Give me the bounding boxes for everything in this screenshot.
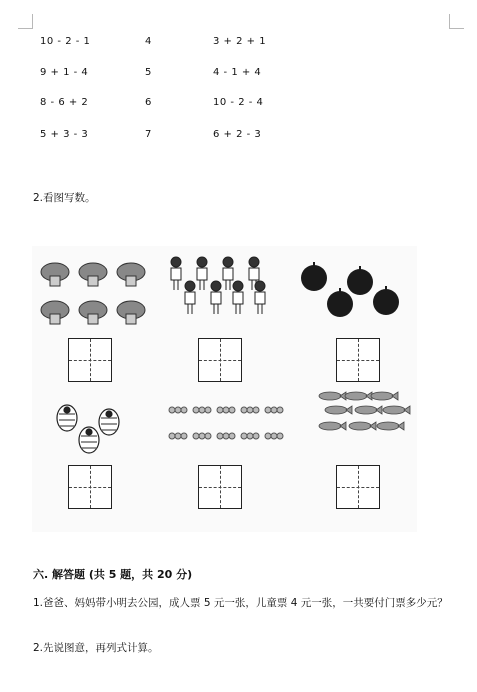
equation-left: 10 - 2 - 1 (40, 36, 91, 47)
answer-grid[interactable] (198, 338, 242, 382)
equation-right: 3 + 2 + 1 (213, 36, 267, 47)
question-text: 2.先说图意，再列式计算。 (33, 642, 159, 654)
equation-mid: 4 (145, 36, 152, 47)
answer-grid[interactable] (68, 338, 112, 382)
fish-icon (318, 392, 414, 450)
pig-icon (56, 404, 126, 460)
equation-left: 8 - 6 + 2 (40, 97, 89, 108)
children-icon (170, 256, 270, 328)
question-heading: 2.看图写数。 (33, 192, 96, 204)
equation-right: 10 - 2 - 4 (213, 97, 264, 108)
answer-grid[interactable] (336, 338, 380, 382)
mushroom-icon (40, 262, 150, 334)
equation-left: 9 + 1 - 4 (40, 67, 89, 78)
answer-grid[interactable] (336, 465, 380, 509)
section-title: 六. 解答题 (共 5 题，共 20 分) (33, 568, 193, 581)
equation-right: 4 - 1 + 4 (213, 67, 262, 78)
equation-mid: 5 (145, 67, 152, 78)
ant-icon (168, 404, 278, 448)
equation-left: 5 + 3 - 3 (40, 129, 89, 140)
answer-grid[interactable] (198, 465, 242, 509)
question-text: 1.爸爸、妈妈带小明去公园，成人票 5 元一张，儿童票 4 元一张，一共要付门票多少元？ (33, 597, 448, 609)
equation-right: 6 + 2 - 3 (213, 129, 262, 140)
equation-mid: 7 (145, 129, 152, 140)
apple-icon (300, 264, 400, 324)
page-corner-mark (449, 14, 464, 29)
page-corner-mark (18, 14, 33, 29)
answer-grid[interactable] (68, 465, 112, 509)
equation-mid: 6 (145, 97, 152, 108)
